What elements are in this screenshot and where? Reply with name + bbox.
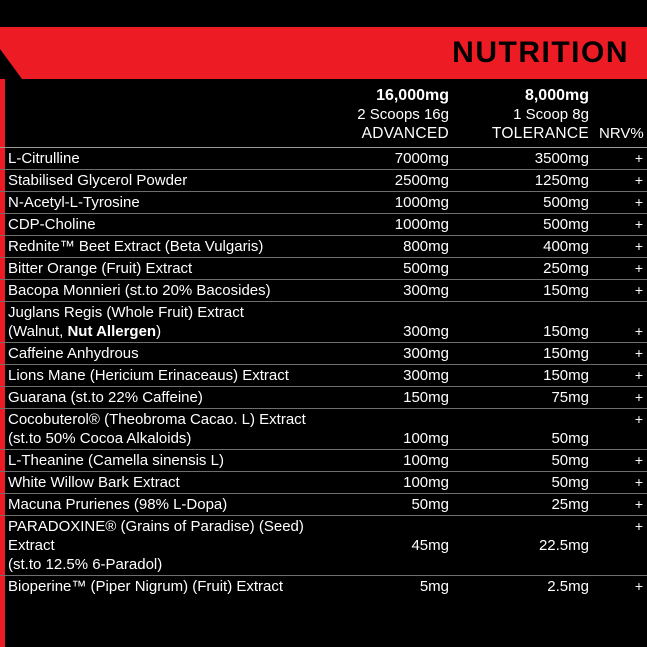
table-row bbox=[0, 280, 647, 302]
nrv-value: + bbox=[634, 452, 643, 468]
column-header-advanced bbox=[313, 86, 459, 148]
tolerance-amount: 150mg bbox=[543, 282, 589, 299]
nrv-value: + bbox=[634, 496, 643, 512]
nrv-value: + bbox=[634, 194, 643, 210]
table-row bbox=[0, 343, 647, 365]
ingredient-name-line2: (st.to 12.5% 6-Paradol) bbox=[8, 556, 163, 573]
ingredient-name: Bitter Orange (Fruit) Extract bbox=[8, 260, 193, 277]
table-header bbox=[0, 86, 647, 148]
ingredient-name: Caffeine Anhydrous bbox=[8, 345, 139, 362]
nrv-value: + bbox=[634, 389, 643, 405]
tolerance-amount: 1250mg bbox=[534, 172, 589, 189]
ingredient-name-line2 bbox=[8, 322, 313, 341]
advanced-amount: 300mg bbox=[403, 345, 449, 362]
column-header-tolerance bbox=[459, 86, 599, 148]
ingredient-name-line1: Cocobuterol® (Theobroma Cacao. L) Extract bbox=[8, 411, 306, 428]
tolerance-amount: 75mg bbox=[551, 389, 589, 406]
table-row bbox=[0, 214, 647, 236]
ingredient-name bbox=[0, 302, 313, 343]
ingredient-name-line1: Juglans Regis (Whole Fruit) Extract bbox=[8, 304, 244, 321]
tolerance-amount: 150mg bbox=[543, 367, 589, 384]
allergen-warning: Nut Allergen bbox=[67, 323, 157, 340]
ingredient-name: N-Acetyl-L-Tyrosine bbox=[8, 194, 140, 211]
nrv-value: + bbox=[634, 172, 643, 188]
allergen-suffix: ) bbox=[156, 323, 162, 340]
tolerance-amount: 50mg bbox=[551, 452, 589, 469]
advanced-amount: 800mg bbox=[403, 238, 449, 255]
ingredient-name: Macuna Prurienes (98% L-Dopa) bbox=[8, 496, 228, 513]
advanced-amount: 150mg bbox=[403, 389, 449, 406]
ingredient-name: White Willow Bark Extract bbox=[8, 474, 180, 491]
table-row bbox=[0, 365, 647, 387]
ingredient-name: Bioperine™ (Piper Nigrum) (Fruit) Extract bbox=[8, 578, 284, 595]
advanced-amount: 300mg bbox=[403, 282, 449, 299]
advanced-amount: 1000mg bbox=[394, 216, 449, 233]
table-row bbox=[0, 494, 647, 516]
tolerance-label: TOLERANCE bbox=[491, 125, 589, 142]
advanced-amount: 7000mg bbox=[394, 150, 449, 167]
ingredient-name: CDP-Choline bbox=[8, 216, 96, 233]
ingredient-name bbox=[0, 409, 313, 450]
advanced-amount: 100mg bbox=[403, 452, 449, 469]
tolerance-amount: 150mg bbox=[543, 323, 589, 340]
advanced-amount: 2500mg bbox=[394, 172, 449, 189]
ingredient-name: L-Citrulline bbox=[8, 150, 80, 167]
advanced-amount: 100mg bbox=[403, 474, 449, 491]
table-row bbox=[0, 302, 647, 343]
advanced-serving: 2 Scoops 16g bbox=[357, 106, 449, 123]
ingredient-name-line1: PARADOXINE® (Grains of Paradise) (Seed) Extract bbox=[8, 518, 304, 554]
tolerance-total: 8,000mg bbox=[524, 87, 589, 104]
table-row bbox=[0, 409, 647, 450]
tolerance-serving: 1 Scoop 8g bbox=[513, 106, 589, 123]
tolerance-amount: 25mg bbox=[551, 496, 589, 513]
advanced-amount: 1000mg bbox=[394, 194, 449, 211]
nrv-value: + bbox=[634, 345, 643, 361]
advanced-amount: 500mg bbox=[403, 260, 449, 277]
advanced-amount: 45mg bbox=[411, 537, 449, 554]
nrv-value: + bbox=[634, 260, 643, 276]
table-row bbox=[0, 192, 647, 214]
tolerance-amount: 250mg bbox=[543, 260, 589, 277]
tolerance-amount: 500mg bbox=[543, 194, 589, 211]
tolerance-amount: 3500mg bbox=[534, 150, 589, 167]
ingredient-name bbox=[0, 516, 313, 576]
table-row bbox=[0, 516, 647, 576]
table-row bbox=[0, 148, 647, 170]
tolerance-amount: 400mg bbox=[543, 238, 589, 255]
advanced-amount: 5mg bbox=[419, 578, 449, 595]
table-row bbox=[0, 450, 647, 472]
table-row bbox=[0, 258, 647, 280]
column-header-ingredient bbox=[0, 86, 313, 148]
tolerance-amount: 150mg bbox=[543, 345, 589, 362]
nrv-value: + bbox=[634, 150, 643, 166]
page-title: NUTRITION bbox=[452, 36, 629, 69]
nutrition-table bbox=[0, 86, 647, 597]
ingredient-name-line2: (st.to 50% Cocoa Alkaloids) bbox=[8, 430, 192, 447]
tolerance-amount: 500mg bbox=[543, 216, 589, 233]
nrv-value: + bbox=[634, 578, 643, 594]
nrv-value: + bbox=[634, 282, 643, 298]
nrv-value: + bbox=[634, 411, 643, 427]
advanced-total: 16,000mg bbox=[376, 87, 449, 104]
tolerance-amount: 50mg bbox=[551, 474, 589, 491]
nrv-value: + bbox=[634, 474, 643, 490]
nrv-value: + bbox=[634, 323, 643, 339]
advanced-label: ADVANCED bbox=[361, 125, 449, 142]
nrv-value: + bbox=[634, 367, 643, 383]
table-row bbox=[0, 576, 647, 598]
tolerance-amount: 22.5mg bbox=[538, 537, 589, 554]
ingredient-name: Guarana (st.to 22% Caffeine) bbox=[8, 389, 203, 406]
nrv-value: + bbox=[634, 518, 643, 534]
nrv-value: + bbox=[634, 216, 643, 232]
advanced-amount: 300mg bbox=[403, 367, 449, 384]
ingredient-name: Stabilised Glycerol Powder bbox=[8, 172, 188, 189]
table-row bbox=[0, 170, 647, 192]
nrv-value: + bbox=[634, 238, 643, 254]
column-header-nrv: NRV% bbox=[599, 86, 647, 148]
allergen-prefix: (Walnut, bbox=[8, 323, 68, 340]
ingredient-name: Bacopa Monnieri (st.to 20% Bacosides) bbox=[8, 282, 271, 299]
ingredient-name: Rednite™ Beet Extract (Beta Vulgaris) bbox=[8, 238, 264, 255]
advanced-amount: 100mg bbox=[403, 430, 449, 447]
ingredient-name: L-Theanine (Camella sinensis L) bbox=[8, 452, 224, 469]
tolerance-amount: 50mg bbox=[551, 430, 589, 447]
table-row bbox=[0, 387, 647, 409]
advanced-amount: 50mg bbox=[411, 496, 449, 513]
table-row bbox=[0, 472, 647, 494]
table-body bbox=[0, 148, 647, 598]
tolerance-amount: 2.5mg bbox=[547, 578, 589, 595]
ingredient-name: Lions Mane (Hericium Erinaceaus) Extract bbox=[8, 367, 289, 384]
table-row bbox=[0, 236, 647, 258]
advanced-amount: 300mg bbox=[403, 323, 449, 340]
nutrition-table-wrap bbox=[0, 86, 647, 597]
